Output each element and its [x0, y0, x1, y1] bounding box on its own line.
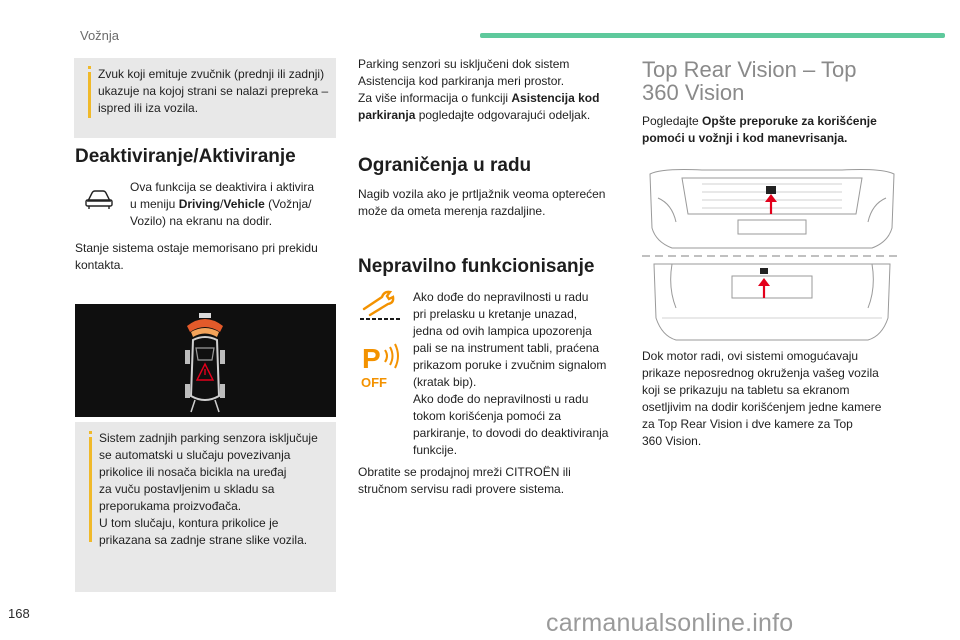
text-line: Nagib vozila ako je prtljažnik veoma opterećen — [358, 187, 606, 201]
text-line: Ova funkcija se deaktivira i aktivira — [130, 180, 315, 194]
menu-name-vehicle: Vehicle — [223, 197, 265, 211]
wrench-warning-icon — [358, 289, 404, 323]
note-box-trailer — [75, 422, 336, 592]
text-span: Za više informacija o funkciji — [358, 91, 512, 105]
off-label: OFF — [361, 375, 387, 390]
text-span: Pogledajte — [642, 114, 703, 128]
text-line: Ako dođe do nepravilnosti u radu — [413, 290, 589, 304]
title-line: Top Rear Vision – Top — [642, 57, 857, 82]
car-icon — [84, 188, 114, 210]
section-heading-deactivation: Deaktiviranje/Aktiviranje — [75, 146, 296, 167]
function-name: Asistencija kod — [511, 91, 600, 105]
svg-text:P: P — [362, 343, 381, 372]
text-line: koji se prikazuju na tabletu sa ekranom — [642, 383, 850, 397]
note-line: U tom slučaju, kontura prikolice je — [99, 516, 279, 530]
vision-description-paragraph — [642, 348, 881, 450]
note-bar — [88, 72, 91, 118]
text-line: Asistencija kod parkiranja meri prostor. — [358, 74, 565, 88]
camera-locations-illustration — [642, 168, 902, 342]
chapter-title: Vožnja — [80, 28, 120, 43]
text-line: tokom korišćenja pomoći za — [413, 409, 562, 423]
text-line: jedna od ovih lampica upozorenja — [413, 324, 592, 338]
text-line — [642, 113, 877, 130]
memory-paragraph — [75, 240, 318, 274]
note-line: prikolice ili nosača bicikla na uređaj — [99, 465, 287, 479]
reference-title: Opšte preporuke za korišćenje — [702, 114, 877, 128]
text-span: u meniju — [130, 197, 179, 211]
text-line: prikazom poruke i zvučnim signalom — [413, 358, 607, 372]
section-heading-limitations: Ograničenja u radu — [358, 155, 532, 176]
watermark-text: carmanualsonline.info — [546, 609, 794, 637]
sensor-intro-paragraph — [358, 56, 599, 124]
text-line: Vozilo) na ekranu na dodir. — [130, 214, 273, 228]
text-line: za Top Rear Vision i dve kamere za Top — [642, 417, 853, 431]
function-name: parkiranja — [358, 108, 416, 122]
note-text — [99, 430, 318, 549]
text-line — [130, 196, 314, 213]
text-line: 360 Vision. — [642, 434, 702, 448]
parking-sensor-display-image — [75, 304, 336, 417]
text-line: kontakta. — [75, 258, 124, 272]
page-number: 168 — [8, 606, 30, 621]
reference-title: pomoći u vožnji i kod manevrisanja. — [642, 131, 848, 145]
note-line: za vuču postavljenim u skladu sa — [99, 482, 275, 496]
menu-name-driving: Driving — [178, 197, 221, 211]
parking-sensor-car-illustration — [75, 304, 336, 417]
text-line — [358, 107, 599, 124]
note-line: Sistem zadnjih parking senzora isključuje — [99, 431, 318, 445]
note-box-sound — [74, 58, 336, 138]
text-line: Stanje sistema ostaje memorisano pri prekidu — [75, 241, 318, 255]
text-line: pali se na instrument tabli, praćena — [413, 341, 600, 355]
text-line: Obratite se prodajnoj mreži CITROËN ili — [358, 465, 571, 479]
text-line: Parking senzori su isključeni dok sistem — [358, 57, 570, 71]
text-line: Dok motor radi, ovi sistemi omogućavaju — [642, 349, 859, 363]
parking-p-icon — [358, 340, 404, 372]
header-accent-bar — [480, 33, 945, 38]
text-line: može da ometa merenja razdaljine. — [358, 204, 546, 218]
text-line — [358, 90, 599, 107]
text-span: / — [220, 197, 224, 211]
text-line: prikaze neposrednog okruženja vašeg vozila — [642, 366, 879, 380]
note-bar — [89, 437, 92, 542]
text-line: stručnom servisu radi provere sistema. — [358, 482, 565, 496]
text-line: Ako dođe do nepravilnosti u radu — [413, 392, 589, 406]
section-heading-malfunction: Nepravilno funkcionisanje — [358, 256, 595, 277]
text-line: osetljivim na dodir korišćenjem jedne kamere — [642, 400, 882, 414]
note-line: preporukama proizvođača. — [99, 499, 242, 513]
text-line: pri prelasku u kretanje unazad, — [413, 307, 578, 321]
limitations-paragraph — [358, 186, 605, 220]
note-text — [98, 66, 328, 117]
note-line: ukazuje na kojoj strani se nalazi prepreka – — [98, 84, 329, 98]
note-line: Zvuk koji emituje zvučnik (prednji ili zadnji) — [98, 67, 325, 81]
text-line — [642, 130, 877, 147]
deactivation-text — [130, 179, 314, 230]
title-line: 360 Vision — [642, 80, 745, 105]
text-span: (Vožnja/ — [264, 197, 312, 211]
malfunction-paragraph — [413, 289, 608, 459]
parking-off-icon — [358, 340, 404, 388]
text-span: pogledajte odgovarajući odeljak. — [415, 108, 591, 122]
note-line: se automatski u slučaju povezivanja — [99, 448, 291, 462]
text-line: funkcije. — [413, 443, 458, 457]
note-line: ispred ili iza vozila. — [98, 101, 199, 115]
reference-paragraph — [642, 113, 877, 147]
note-line: prikazana sa zadnje strane slike vozila. — [99, 533, 308, 547]
text-line: parkiranje, to dovodi do deaktiviranja — [413, 426, 609, 440]
text-line: (kratak bip). — [413, 375, 477, 389]
service-paragraph — [358, 464, 571, 498]
section-title-top-vision — [642, 58, 856, 104]
